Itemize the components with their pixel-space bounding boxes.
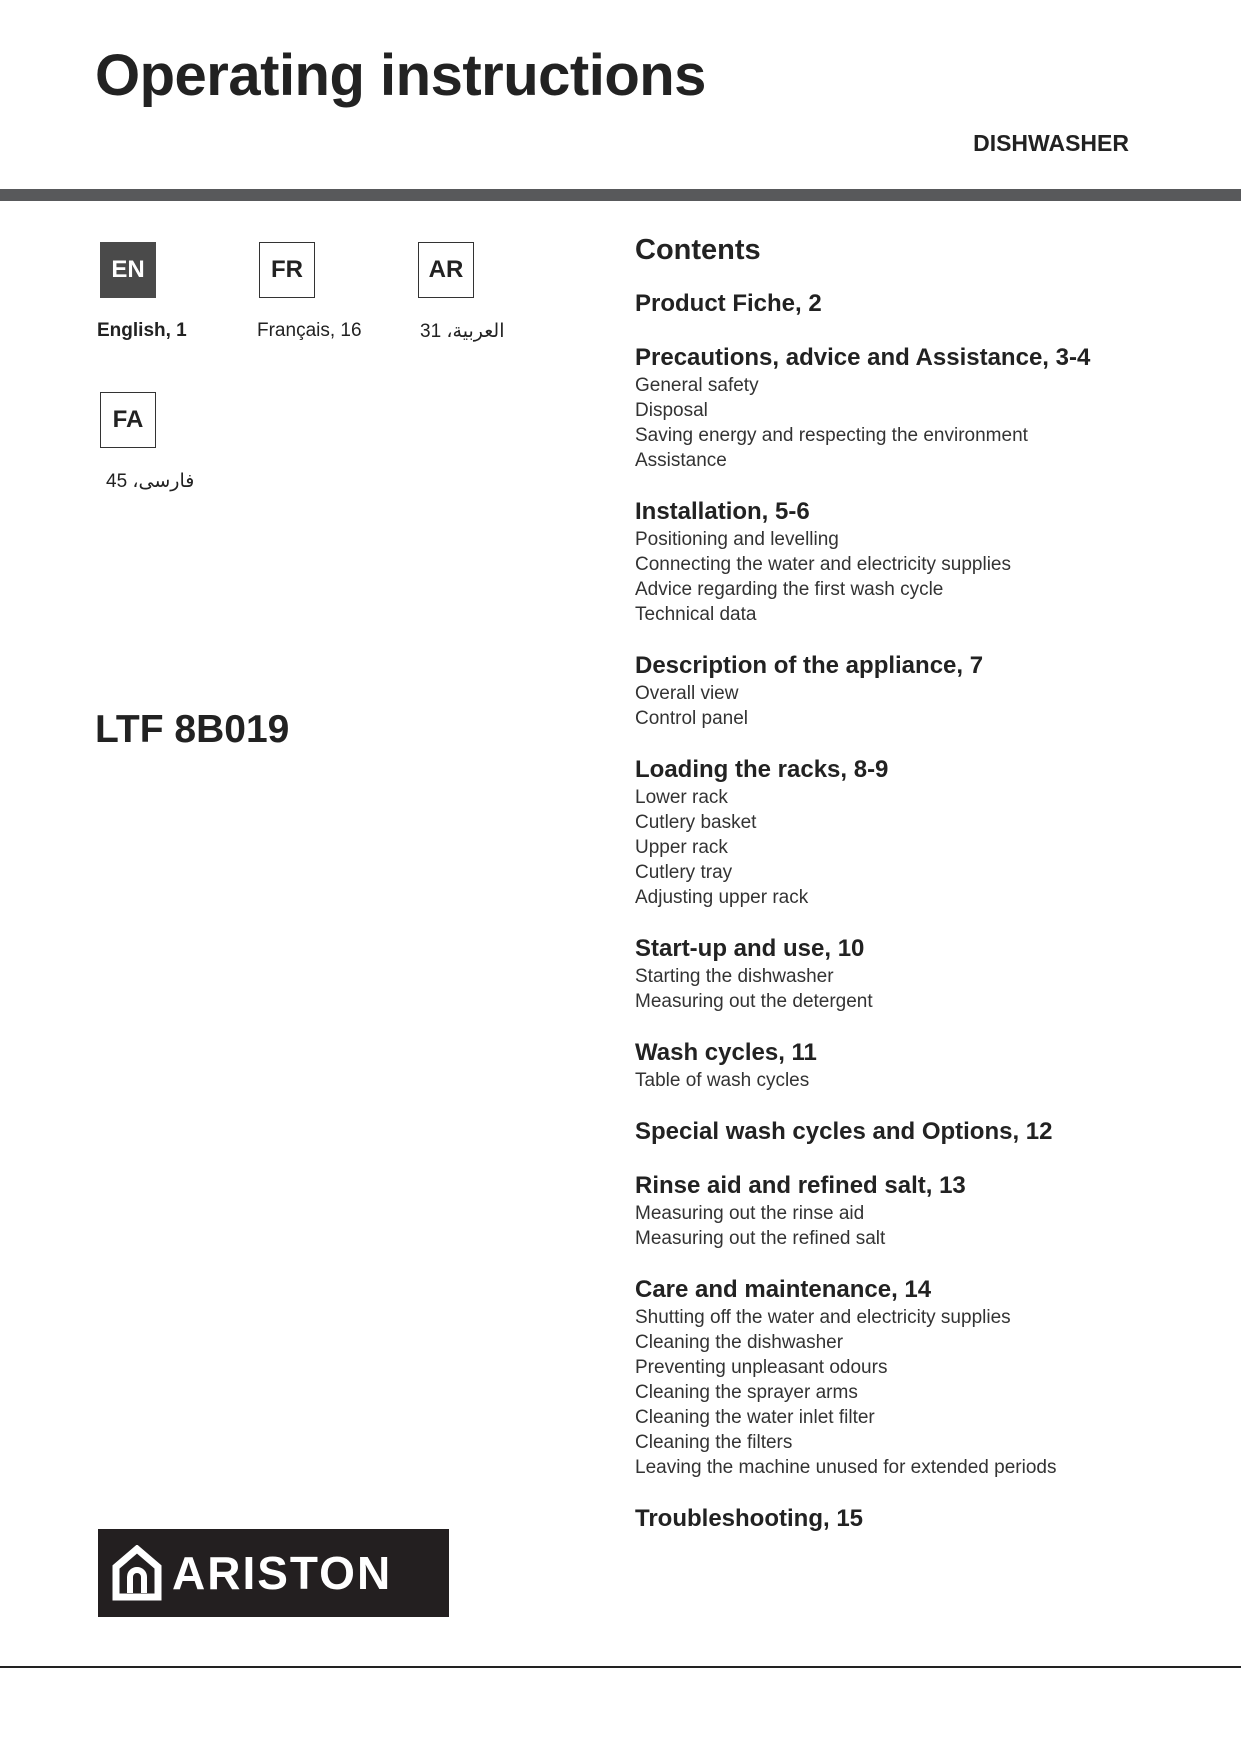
section-title[interactable]: Rinse aid and refined salt, 13: [635, 1172, 966, 1199]
section-item[interactable]: Saving energy and respecting the environment: [635, 425, 1028, 446]
language-fa[interactable]: [100, 392, 240, 493]
language-en-label: English, 1: [97, 320, 187, 341]
model-number: LTF 8B019: [95, 708, 290, 751]
section-item[interactable]: Starting the dishwasher: [635, 966, 834, 987]
section-title[interactable]: Special wash cycles and Options, 12: [635, 1118, 1053, 1145]
section-title[interactable]: Precautions, advice and Assistance, 3-4: [635, 344, 1091, 371]
contents-section: [635, 343, 1195, 473]
footer-divider: [0, 1666, 1241, 1668]
ariston-logo: [98, 1529, 449, 1617]
language-en[interactable]: [97, 242, 240, 342]
section-item[interactable]: Cleaning the water inlet filter: [635, 1407, 875, 1428]
section-item[interactable]: General safety: [635, 375, 759, 396]
section-item[interactable]: Measuring out the detergent: [635, 991, 873, 1012]
section-item[interactable]: Measuring out the refined salt: [635, 1228, 886, 1249]
page-title: Operating instructions: [95, 43, 706, 108]
contents-section: [635, 1117, 1195, 1147]
language-fr-label: Français, 16: [257, 320, 362, 341]
section-title[interactable]: Loading the racks, 8-9: [635, 756, 889, 783]
contents-section: [635, 289, 1195, 319]
language-en-code[interactable]: EN: [100, 242, 156, 298]
contents-section: [635, 1504, 1195, 1534]
section-title[interactable]: Description of the appliance, 7: [635, 652, 984, 679]
section-item[interactable]: Advice regarding the first wash cycle: [635, 579, 944, 600]
section-item[interactable]: Technical data: [635, 604, 757, 625]
section-item[interactable]: Adjusting upper rack: [635, 887, 809, 908]
contents-section: [635, 755, 1195, 910]
section-title[interactable]: Troubleshooting, 15: [635, 1505, 864, 1532]
section-item[interactable]: Cleaning the filters: [635, 1432, 793, 1453]
section-title[interactable]: Product Fiche, 2: [635, 290, 822, 317]
section-item[interactable]: Positioning and levelling: [635, 529, 839, 550]
section-item[interactable]: Cleaning the dishwasher: [635, 1332, 844, 1353]
section-item[interactable]: Upper rack: [635, 837, 728, 858]
contents-section: [635, 497, 1195, 627]
language-fa-label: فارسی، 45: [106, 471, 195, 492]
language-fa-code[interactable]: FA: [100, 392, 156, 448]
language-ar[interactable]: [418, 242, 558, 343]
section-title[interactable]: Installation, 5-6: [635, 498, 810, 525]
section-item[interactable]: Lower rack: [635, 787, 728, 808]
brand-name: ARISTON: [172, 1547, 393, 1599]
section-item[interactable]: Cutlery basket: [635, 812, 757, 833]
header-divider: [0, 189, 1241, 201]
contents-heading: Contents: [635, 234, 761, 266]
section-title[interactable]: Wash cycles, 11: [635, 1039, 817, 1066]
contents-section: [635, 1038, 1195, 1093]
section-item[interactable]: Disposal: [635, 400, 708, 421]
language-ar-code[interactable]: AR: [418, 242, 474, 298]
section-item[interactable]: Assistance: [635, 450, 727, 471]
section-item[interactable]: Preventing unpleasant odours: [635, 1357, 888, 1378]
document-subtitle: DISHWASHER: [973, 130, 1129, 156]
section-item[interactable]: Leaving the machine unused for extended periods: [635, 1457, 1057, 1478]
section-item[interactable]: Connecting the water and electricity supplies: [635, 554, 1011, 575]
section-item[interactable]: Cutlery tray: [635, 862, 733, 883]
section-item[interactable]: Measuring out the rinse aid: [635, 1203, 865, 1224]
contents-section: [635, 1171, 1195, 1251]
contents-section: [635, 651, 1195, 731]
section-item[interactable]: Shutting off the water and electricity supplies: [635, 1307, 1011, 1328]
table-of-contents: [635, 234, 1195, 1558]
section-item[interactable]: Table of wash cycles: [635, 1070, 810, 1091]
contents-section: [635, 934, 1195, 1014]
section-title[interactable]: Start-up and use, 10: [635, 935, 865, 962]
section-item[interactable]: Overall view: [635, 683, 739, 704]
section-title[interactable]: Care and maintenance, 14: [635, 1276, 932, 1303]
language-ar-label: العربية، 31: [420, 321, 505, 342]
section-item[interactable]: Control panel: [635, 708, 749, 729]
house-icon: [112, 1545, 162, 1601]
language-fr-code[interactable]: FR: [259, 242, 315, 298]
section-item[interactable]: Cleaning the sprayer arms: [635, 1382, 858, 1403]
contents-section: [635, 1275, 1195, 1480]
language-fr[interactable]: [259, 242, 399, 342]
